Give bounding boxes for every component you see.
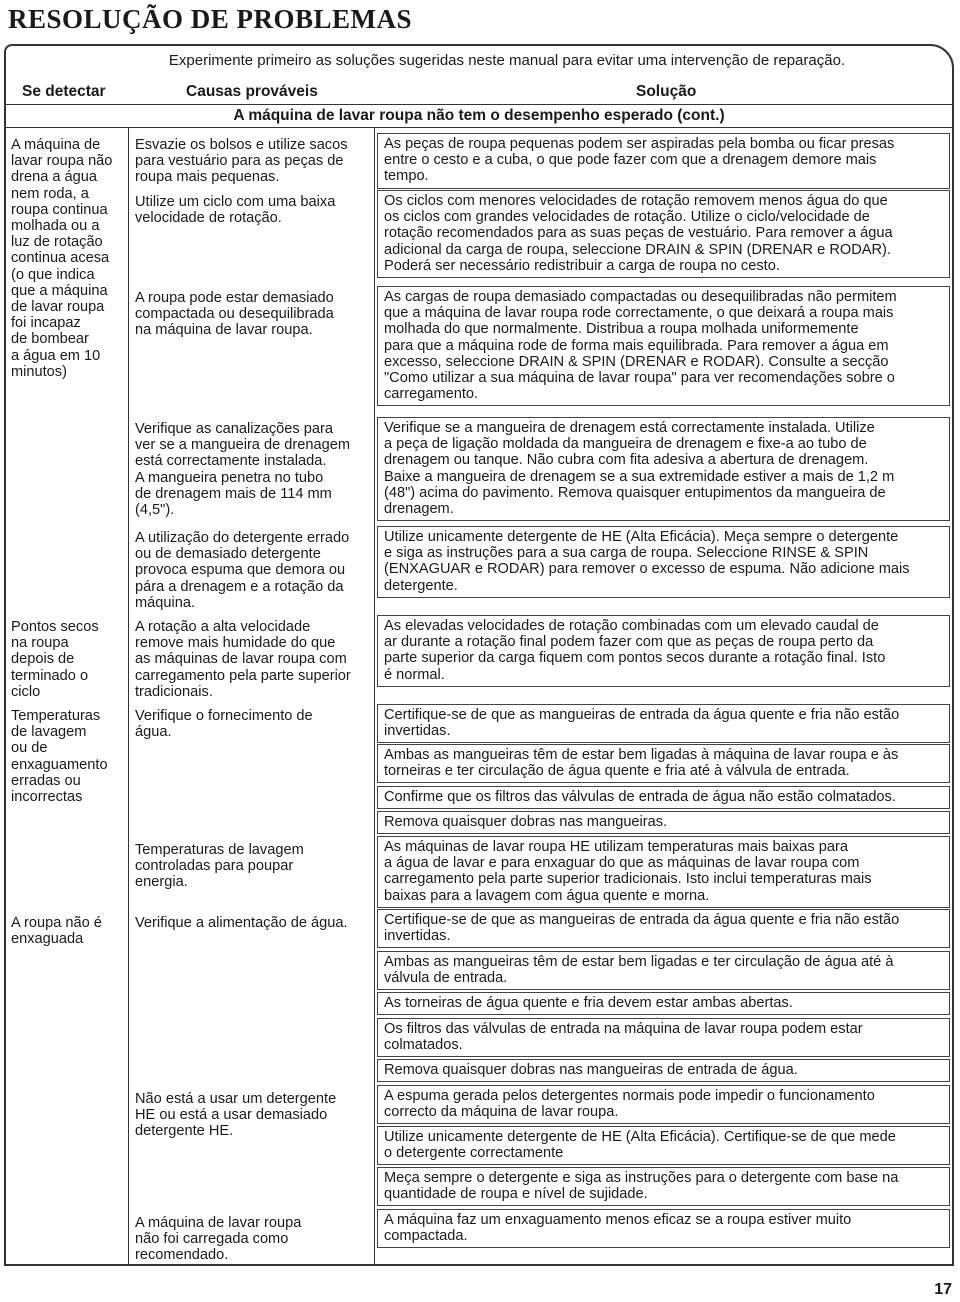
header-detect: Se detectar	[22, 83, 106, 100]
solution-box: Ambas as mangueiras têm de estar bem ligadas à máquina de lavar roupa e às torneiras e ter circulação de água quente e fria até à válvula de entrada.	[377, 744, 950, 783]
solution-box: Verifique se a mangueira de drenagem está correctamente instalada. Utilize a peça de ligação moldada da mangueira de drenagem e fixe-a ao tubo de drenagem ou tanque. Não cubra com fita adesiva a abertura de drenagem. Baixe a mangueira de drenagem se a sua extremidade estiver a mais de 1,2 m (48") acima do pavimento. Remova quaisquer entupimentos da mangueira de drenagem.	[377, 417, 950, 521]
solution-box: Os ciclos com menores velocidades de rotação removem menos água do que os ciclos com grandes velocidades de rotação. Utilize o ciclo/velocidade de rotação recomendados para as suas peças de vestuário. Para remover a água adicional da carga de roupa, seleccione DRAIN & SPIN (DRENAR e RODAR). Poderá ser necessário redistribuir a carga de roupa no cesto.	[377, 190, 950, 278]
page-number: 17	[934, 1281, 952, 1298]
header-solution: Solução	[636, 83, 697, 100]
cause-text: Verifique as canalizações para ver se a mangueira de drenagem está correctamente instalada. A mangueira penetra no tubo de drenagem mais de 114 mm (4,5").	[135, 421, 350, 519]
problem-text: Pontos secos na roupa depois de terminado o ciclo	[11, 619, 99, 700]
solution-box: As torneiras de água quente e fria devem estar ambas abertas.	[377, 992, 950, 1015]
cause-text: A rotação a alta velocidade remove mais humidade do que as máquinas de lavar roupa com carregamento pela parte superior tradicionais.	[135, 619, 351, 700]
cause-text: Verifique o fornecimento de água.	[135, 708, 313, 741]
solution-box: Confirme que os filtros das válvulas de entrada de água não estão colmatados.	[377, 786, 950, 809]
problem-text: A roupa não é enxaguada	[11, 915, 102, 948]
solution-box: Utilize unicamente detergente de HE (Alta Eficácia). Certifique-se de que mede o detergente correctamente	[377, 1126, 950, 1165]
column-divider-1	[128, 128, 129, 1266]
problem-text: Temperaturas de lavagem ou de enxaguamento erradas ou incorrectas	[11, 708, 108, 806]
solution-box: A máquina faz um enxaguamento menos eficaz se a roupa estiver muito compactada.	[377, 1209, 950, 1248]
solution-box: Meça sempre o detergente e siga as instruções para o detergente com base na quantidade de roupa e nível de sujidade.	[377, 1167, 950, 1206]
cause-text: Temperaturas de lavagem controladas para poupar energia.	[135, 842, 304, 891]
solution-box: Os filtros das válvulas de entrada na máquina de lavar roupa podem estar colmatados.	[377, 1018, 950, 1057]
solution-box: As cargas de roupa demasiado compactadas ou desequilibradas não permitem que a máquina de lavar roupa rode correctamente, o que deixará a roupa mais molhada do que normalmente. Distribua a roupa molhada uniformemente para que a máquina rode de forma mais equilibrada. Para remover a água em excesso, seleccione DRAIN & SPIN (DRENAR e RODAR). Consulte a secção "Como utilizar a sua máquina de lavar roupa" para ver recomendações sobre o carregamento.	[377, 286, 950, 406]
subheader-divider	[5, 127, 953, 128]
cause-text: A roupa pode estar demasiado compactada ou desequilibrada na máquina de lavar roupa.	[135, 290, 334, 339]
column-divider-2	[374, 128, 375, 1266]
solution-box: As peças de roupa pequenas podem ser aspiradas pela bomba ou ficar presas entre o cesto e a cuba, o que pode fazer com que a drenagem demore mais tempo.	[377, 133, 950, 189]
solution-box: Utilize unicamente detergente de HE (Alta Eficácia). Meça sempre o detergente e siga as instruções para a sua carga de roupa. Seleccione RINSE & SPIN (ENXAGUAR e RODAR) para remover o excesso de espuma. Não adicione mais detergente.	[377, 526, 950, 598]
solution-box: Remova quaisquer dobras nas mangueiras de entrada de água.	[377, 1059, 950, 1082]
cause-text: Não está a usar um detergente HE ou está a usar demasiado detergente HE.	[135, 1091, 337, 1140]
solution-box: Remova quaisquer dobras nas mangueiras.	[377, 811, 950, 834]
solution-box: Ambas as mangueiras têm de estar bem ligadas e ter circulação de água até à válvula de entrada.	[377, 951, 950, 990]
solution-box: As máquinas de lavar roupa HE utilizam temperaturas mais baixas para a água de lavar e para enxaguar do que as máquinas de lavar roupa com carregamento pela parte superior tradicionais. Isto inclui temperaturas mais baixas para a lavagem com água quente e morna.	[377, 836, 950, 908]
cause-text: Utilize um ciclo com uma baixa velocidade de rotação.	[135, 194, 336, 227]
intro-text: Experimente primeiro as soluções sugeridas neste manual para evitar uma intervenção de reparação.	[168, 52, 846, 69]
cause-text: Esvazie os bolsos e utilize sacos para vestuário para as peças de roupa mais pequenas.	[135, 137, 348, 186]
solution-box: As elevadas velocidades de rotação combinadas com um elevado caudal de ar durante a rotação final podem fazer com que as peças de roupa perto da parte superior da carga fiquem com pontos secos durante a rotação final. Isto é normal.	[377, 615, 950, 687]
header-causes: Causas prováveis	[186, 83, 318, 100]
page-title: RESOLUÇÃO DE PROBLEMAS	[8, 4, 413, 34]
solution-box: A espuma gerada pelos detergentes normais pode impedir o funcionamento correcto da máquina de lavar roupa.	[377, 1085, 950, 1124]
cause-text: A utilização do detergente errado ou de demasiado detergente provoca espuma que demora ou pára a drenagem e a rotação da máquina.	[135, 530, 350, 611]
solution-box: Certifique-se de que as mangueiras de entrada da água quente e fria não estão invertidas.	[377, 704, 950, 743]
solution-box: Certifique-se de que as mangueiras de entrada da água quente e fria não estão invertidas.	[377, 909, 950, 948]
cause-text: A máquina de lavar roupa não foi carregada como recomendado.	[135, 1215, 302, 1264]
problem-text: A máquina de lavar roupa não drena a água nem roda, a roupa continua molhada ou a luz de rotação continua acesa (o que indica que a máquina de lavar roupa foi incapaz de bombear a água em 10 minutos)	[11, 137, 113, 380]
section-subheader: A máquina de lavar roupa não tem o desempenho esperado (cont.)	[233, 107, 725, 124]
cause-text: Verifique a alimentação de água.	[135, 915, 348, 931]
